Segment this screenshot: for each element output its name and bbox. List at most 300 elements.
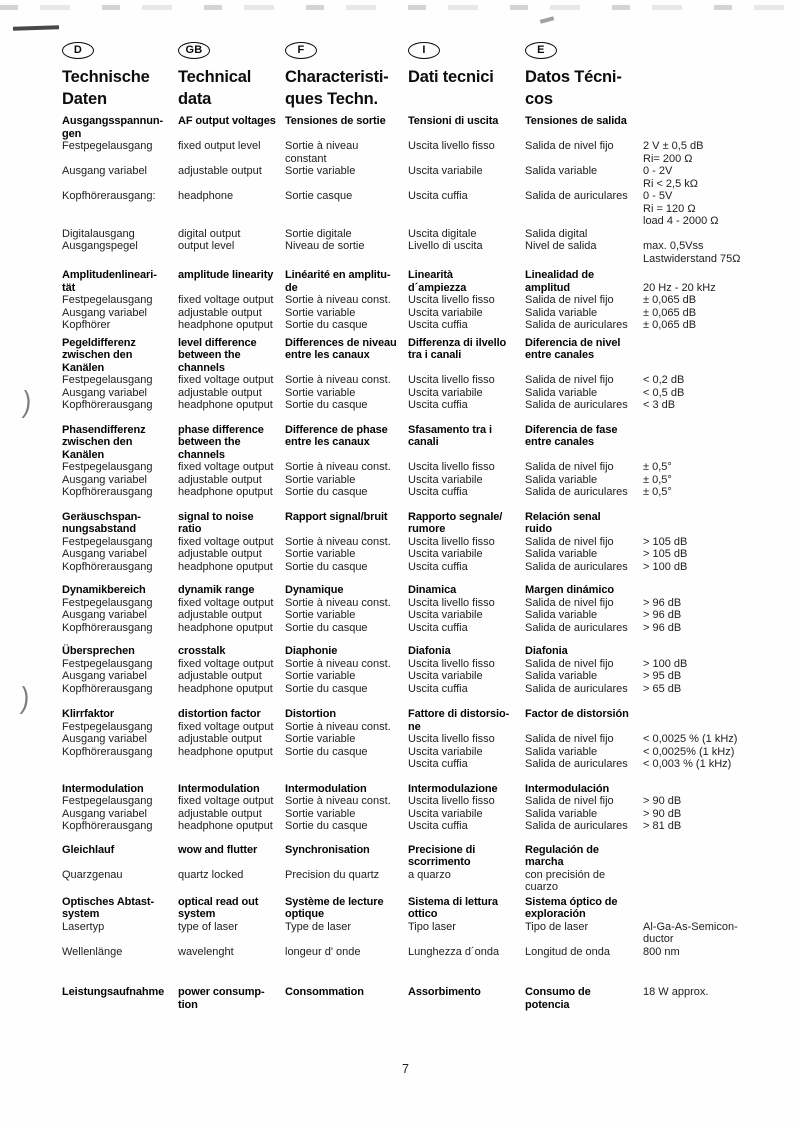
section-amplitude-linearity-de: [62, 269, 178, 332]
text-line: Sortie du casque: [285, 621, 368, 634]
text-line: [643, 228, 798, 241]
section-wow-and-flutter-it: [408, 844, 525, 894]
text-line: adjustable output: [178, 473, 262, 486]
language-badges: [62, 40, 798, 57]
text-line: quartz locked: [178, 868, 244, 881]
text-line: [525, 128, 643, 141]
text-line: Kopfhörerausgang:: [62, 190, 156, 202]
text-line: fixed voltage output: [178, 720, 274, 733]
header-line: amplitude linearity: [178, 269, 274, 281]
text-line: 0 - 5V: [643, 190, 673, 202]
text-line: Sortie variable: [285, 386, 356, 399]
text-line: con precisión de: [525, 868, 606, 881]
header-line: Factor de distorsión: [525, 708, 629, 720]
column-titles: [62, 66, 798, 110]
text-line: [285, 178, 408, 191]
section-distortion-factor-values: [643, 708, 798, 771]
text-line: Salida de auriculares: [525, 399, 628, 411]
header-line: optical read out: [178, 895, 259, 908]
text-line: [643, 424, 798, 437]
text-line: Festpegelausgang: [62, 535, 153, 548]
header-line: Precisione di: [408, 843, 476, 856]
section-amplitude-linearity: [62, 269, 798, 332]
text-line: headphone: [178, 190, 234, 202]
text-line: headphone oputput: [178, 621, 273, 634]
section-optical-readout-values: [643, 896, 798, 959]
text-line: [62, 758, 178, 771]
text-line: [408, 253, 525, 266]
title-line: Technical: [178, 68, 252, 86]
section-crosstalk-en: [178, 645, 285, 695]
text-line: Uscita variabile: [408, 306, 483, 319]
scan-artifact-paren-2: ): [19, 681, 31, 716]
header-line: wow and flutter: [178, 843, 258, 856]
text-line: Salida de auriculares: [525, 682, 628, 695]
header-line: Diafonia: [525, 645, 568, 657]
section-phase-difference-it: [408, 424, 525, 499]
header-line: ruido: [525, 523, 552, 535]
text-line: fixed voltage output: [178, 795, 274, 807]
text-line: Uscita cuffia: [408, 758, 468, 770]
header-line: level difference: [178, 336, 257, 349]
title-it: [408, 66, 525, 110]
section-distortion-factor-en: [178, 708, 285, 771]
section-distortion-factor-de: [62, 708, 178, 771]
header-line: channels: [178, 361, 225, 374]
text-line: [643, 337, 798, 350]
text-line: Sortie à niveau const.: [285, 720, 391, 733]
text-line: Sortie à niveau const.: [285, 461, 391, 473]
section-dynamic-range-values: [643, 584, 798, 634]
text-line: wavelenght: [178, 945, 234, 958]
text-line: adjustable output: [178, 165, 262, 177]
section-phase-difference-fr: [285, 424, 408, 499]
section-phase-difference-values: [643, 424, 798, 499]
header-line: Tensiones de sortie: [285, 115, 386, 127]
header-line: Rapporto segnale/: [408, 510, 503, 523]
text-line: Uscita variabile: [408, 548, 483, 560]
section-af-output-voltages-es: [525, 115, 643, 265]
header-line: Consumo de: [525, 986, 591, 998]
text-line: [643, 584, 798, 597]
text-line: Salida de auriculares: [525, 319, 628, 331]
text-line: a quarzo: [408, 868, 451, 881]
header-line: entre les canaux: [285, 349, 370, 361]
section-signal-to-noise-de: [62, 511, 178, 574]
text-line: headphone oputput: [178, 745, 273, 758]
section-intermodulation-de: [62, 783, 178, 833]
text-line: [643, 523, 798, 536]
section-wow-and-flutter-de: [62, 844, 178, 894]
text-line: Salida de nivel fijo: [525, 657, 614, 670]
text-line: [643, 269, 798, 282]
text-line: Uscita livello fisso: [408, 374, 495, 386]
header-line: power consump-: [178, 986, 265, 998]
text-line: > 81 dB: [643, 820, 682, 832]
text-line: > 105 dB: [643, 548, 688, 560]
text-line: Uscita cuffia: [408, 621, 468, 634]
section-wow-and-flutter-es: [525, 844, 643, 894]
text-line: [408, 933, 525, 946]
section-amplitude-linearity-values: [643, 269, 798, 332]
text-line: [408, 881, 525, 894]
header-line: scorrimento: [408, 856, 471, 868]
text-line: adjustable output: [178, 733, 262, 745]
text-line: [643, 881, 798, 894]
text-line: Livello di uscita: [408, 240, 483, 252]
header-line: signal to noise: [178, 510, 254, 523]
header-line: Relación senal: [525, 510, 601, 523]
text-line: fixed voltage output: [178, 657, 274, 670]
text-line: fixed voltage output: [178, 374, 274, 386]
text-line: [525, 933, 643, 946]
section-phase-difference-es: [525, 424, 643, 499]
text-line: Nivel de salida: [525, 240, 597, 252]
text-line: < 0,0025% (1 kHz): [643, 745, 735, 758]
section-phase-difference: [62, 424, 798, 499]
section-level-difference: [62, 337, 798, 412]
section-signal-to-noise-es: [525, 511, 643, 574]
text-line: ± 0,065 dB: [643, 306, 697, 319]
text-line: [408, 203, 525, 216]
text-line: Kopfhörerausgang: [62, 399, 153, 411]
text-line: [178, 856, 285, 869]
section-crosstalk-values: [643, 645, 798, 695]
section-intermodulation-en: [178, 783, 285, 833]
section-level-difference-es: [525, 337, 643, 412]
text-line: Festpegelausgang: [62, 140, 153, 152]
text-line: Uscita variabile: [408, 609, 483, 621]
text-line: > 96 dB: [643, 621, 682, 634]
language-badge-i: I: [408, 42, 440, 59]
text-line: Sortie digitale: [285, 227, 352, 240]
header-line: ratio: [178, 523, 202, 535]
header-line: Kanälen: [62, 361, 105, 374]
text-line: fixed output level: [178, 140, 261, 152]
text-line: < 0,5 dB: [643, 386, 685, 399]
language-badge-f: F: [285, 42, 317, 59]
text-line: Salida de nivel fijo: [525, 374, 614, 386]
text-line: Salida de auriculares: [525, 486, 628, 498]
text-line: Sortie variable: [285, 473, 356, 486]
text-line: Ausgang variabel: [62, 165, 148, 177]
text-line: Ausgang variabel: [62, 548, 148, 560]
section-level-difference-de: [62, 337, 178, 412]
section-amplitude-linearity-it: [408, 269, 525, 332]
section-intermodulation-es: [525, 783, 643, 833]
section-signal-to-noise-en: [178, 511, 285, 574]
language-badge-cell: [643, 40, 798, 59]
text-line: Salida digital: [525, 227, 588, 240]
header-line: Sistema óptico de: [525, 895, 618, 908]
text-line: Salida de nivel fijo: [525, 596, 614, 609]
text-line: Uscita livello fisso: [408, 733, 495, 745]
text-line: ± 0,5°: [643, 473, 672, 486]
text-line: Festpegelausgang: [62, 596, 153, 609]
text-line: Lasertyp: [62, 920, 105, 933]
title-line: Dati tecnici: [408, 68, 494, 86]
header-line: distortion factor: [178, 708, 261, 720]
header-line: rumore: [408, 523, 446, 535]
section-wow-and-flutter-fr: [285, 844, 408, 894]
language-badge-gb: GB: [178, 42, 210, 59]
title-line: Characteristi-: [285, 68, 389, 86]
section-dynamic-range-de: [62, 584, 178, 634]
text-line: Uscita cuffia: [408, 486, 468, 498]
text-line: headphone oputput: [178, 399, 273, 411]
header-line: Diferencia de nivel: [525, 336, 621, 349]
text-line: Uscita livello fisso: [408, 140, 495, 152]
text-line: Sortie variable: [285, 306, 356, 319]
text-line: headphone oputput: [178, 820, 273, 832]
section-optical-readout: [62, 896, 798, 959]
text-line: Sortie variable: [285, 609, 356, 621]
text-line: Ausgang variabel: [62, 807, 148, 820]
text-line: [62, 999, 178, 1012]
header-line: Optisches Abtast-: [62, 895, 155, 908]
text-line: ± 0,065 dB: [643, 294, 697, 306]
section-crosstalk-it: [408, 645, 525, 695]
text-line: [62, 153, 178, 166]
section-intermodulation-values: [643, 783, 798, 833]
scan-smudge: [540, 16, 555, 23]
text-line: [525, 362, 643, 375]
text-line: Precision du quartz: [285, 868, 380, 881]
text-line: Kopfhörerausgang: [62, 745, 153, 758]
text-line: Ausgang variabel: [62, 670, 148, 682]
text-line: Salida de auriculares: [525, 621, 628, 634]
section-af-output-voltages-values: [643, 115, 798, 265]
text-line: [643, 436, 798, 449]
text-line: Salida variable: [525, 807, 598, 820]
header-line: Difference de phase: [285, 423, 388, 436]
header-line: Intermodulation: [285, 782, 367, 795]
text-line: > 96 dB: [643, 609, 682, 621]
language-badge-cell: [178, 40, 285, 59]
text-line: Festpegelausgang: [62, 374, 153, 386]
text-line: cuarzo: [525, 881, 559, 893]
text-line: Festpegelausgang: [62, 657, 153, 670]
text-line: Salida de nivel fijo: [525, 461, 614, 473]
text-line: Salida variable: [525, 306, 598, 319]
text-line: [178, 933, 285, 946]
title-en: [178, 66, 285, 110]
text-line: Uscita livello fisso: [408, 535, 495, 548]
text-line: Sortie à niveau const.: [285, 795, 391, 807]
header-line: Assorbimento: [408, 986, 481, 998]
text-line: Wellenlänge: [62, 945, 123, 958]
section-amplitude-linearity-es: [525, 269, 643, 332]
text-line: Uscita cuffia: [408, 319, 468, 331]
text-line: Sortie variable: [285, 548, 356, 560]
text-line: Sortie variable: [285, 670, 356, 682]
header-line: Amplitudenlineari-: [62, 269, 157, 281]
header-line: Intermodulation: [178, 782, 260, 795]
section-optical-readout-it: [408, 896, 525, 959]
text-line: Digitalausgang: [62, 227, 135, 240]
text-line: 800 nm: [643, 945, 680, 958]
text-line: [643, 783, 798, 796]
section-optical-readout-fr: [285, 896, 408, 959]
header-line: entre les canaux: [285, 436, 370, 448]
header-line: Rapport signal/bruit: [285, 510, 388, 523]
text-line: [408, 215, 525, 228]
text-line: Sortie à niveau: [285, 140, 359, 152]
title-de: [62, 66, 178, 110]
text-line: fixed voltage output: [178, 461, 274, 473]
text-line: Sortie du casque: [285, 399, 368, 411]
header-line: Synchronisation: [285, 843, 370, 856]
header-line: ottico: [408, 908, 438, 920]
text-line: [178, 128, 285, 141]
title-values: [643, 66, 798, 110]
section-wow-and-flutter-en: [178, 844, 285, 894]
text-line: [643, 349, 798, 362]
section-intermodulation: [62, 783, 798, 833]
header-line: AF output voltages: [178, 115, 276, 127]
text-line: Uscita cuffia: [408, 820, 468, 832]
text-line: Salida variable: [525, 548, 598, 560]
text-line: Salida variable: [525, 386, 598, 399]
header-line: amplitud: [525, 281, 571, 294]
section-signal-to-noise-it: [408, 511, 525, 574]
section-af-output-voltages-it: [408, 115, 525, 265]
section-dynamic-range-it: [408, 584, 525, 634]
spec-table: [62, 40, 798, 1011]
language-badge-cell: [525, 40, 643, 59]
section-dynamic-range: [62, 584, 798, 634]
header-line: dynamik range: [178, 584, 255, 596]
title-line: Technische: [62, 68, 150, 86]
section-optical-readout-es: [525, 896, 643, 959]
section-dynamic-range-es: [525, 584, 643, 634]
text-line: Niveau de sortie: [285, 240, 365, 252]
header-line: Intermodulación: [525, 782, 610, 795]
text-line: [62, 856, 178, 869]
text-line: [643, 362, 798, 375]
header-line: tra i canali: [408, 349, 462, 361]
text-line: Ausgangspegel: [62, 240, 138, 252]
text-line: Ri = 120 Ω: [643, 202, 696, 215]
header-line: tät: [62, 281, 76, 294]
text-line: Salida variable: [525, 473, 598, 486]
header-line: exploración: [525, 908, 586, 920]
text-line: Uscita variabile: [408, 473, 483, 486]
text-line: constant: [285, 152, 327, 165]
text-line: Kopfhörerausgang: [62, 560, 153, 573]
header-line: potencia: [525, 998, 570, 1011]
text-line: Ri= 200 Ω: [643, 152, 693, 165]
text-line: [178, 215, 285, 228]
text-line: [643, 856, 798, 869]
text-line: Kopfhörerausgang: [62, 682, 153, 695]
text-line: [285, 999, 408, 1012]
header-line: Gleichlauf: [62, 843, 115, 856]
text-line: fixed voltage output: [178, 294, 274, 306]
section-power-consumption-en: [178, 986, 285, 1011]
text-line: [178, 758, 285, 771]
section-power-consumption-es: [525, 986, 643, 1011]
text-line: digital output: [178, 227, 241, 240]
section-crosstalk-es: [525, 645, 643, 695]
text-line: Kopfhörerausgang: [62, 621, 153, 634]
text-line: [525, 178, 643, 191]
header-line: Consommation: [285, 986, 364, 998]
text-line: headphone oputput: [178, 319, 273, 331]
text-line: Salida variable: [525, 745, 598, 758]
section-level-difference-fr: [285, 337, 408, 412]
header-line: system: [178, 908, 216, 920]
section-level-difference-en: [178, 337, 285, 412]
text-line: adjustable output: [178, 609, 262, 621]
text-line: Longitud de onda: [525, 945, 611, 958]
text-line: [285, 362, 408, 375]
header-line: between the: [178, 349, 241, 361]
text-line: Uscita livello fisso: [408, 657, 495, 670]
header-line: marcha: [525, 856, 564, 868]
header-line: de: [285, 281, 298, 294]
language-badge-d: D: [62, 42, 94, 59]
text-line: Lunghezza d´onda: [408, 945, 500, 958]
text-line: [643, 511, 798, 524]
text-line: Uscita variabile: [408, 745, 483, 758]
scan-noise-corner: [13, 25, 59, 31]
text-line: fixed voltage output: [178, 535, 274, 548]
text-line: Uscita cuffia: [408, 682, 468, 695]
text-line: Sortie variable: [285, 733, 356, 745]
section-amplitude-linearity-fr: [285, 269, 408, 332]
section-signal-to-noise-fr: [285, 511, 408, 574]
text-line: longeur d' onde: [285, 945, 361, 958]
header-line: Leistungsaufnahme: [62, 986, 165, 998]
text-line: Sortie du casque: [285, 560, 368, 573]
section-phase-difference-en: [178, 424, 285, 499]
scan-artifact-paren-1: ): [21, 385, 33, 420]
text-line: Quarzgenau: [62, 868, 123, 881]
header-line: zwischen den: [62, 436, 133, 448]
text-line: 0 - 2V: [643, 165, 673, 177]
text-line: Salida variable: [525, 165, 598, 177]
text-line: Salida de auriculares: [525, 758, 628, 770]
header-line: Linealidad de: [525, 269, 594, 281]
header-line: Distortion: [285, 708, 336, 720]
text-line: Ausgang variabel: [62, 386, 148, 399]
text-line: fixed voltage output: [178, 596, 274, 609]
header-line: Dynamique: [285, 584, 344, 596]
text-line: [178, 253, 285, 266]
section-amplitude-linearity-en: [178, 269, 285, 332]
section-distortion-factor-es: [525, 708, 643, 771]
header-line: system: [62, 908, 100, 920]
text-line: [643, 708, 798, 721]
page-number: 7: [402, 1062, 409, 1076]
text-line: Salida de nivel fijo: [525, 294, 614, 306]
section-signal-to-noise: [62, 511, 798, 574]
text-line: Sortie du casque: [285, 682, 368, 695]
header-line: Kanälen: [62, 448, 105, 461]
section-crosstalk: [62, 645, 798, 695]
text-line: Uscita livello fisso: [408, 596, 495, 609]
title-line: Daten: [62, 90, 107, 108]
text-line: Sortie variable: [285, 165, 356, 177]
section-af-output-voltages-en: [178, 115, 285, 265]
language-badge-cell: [408, 40, 525, 59]
text-line: [285, 523, 408, 536]
section-intermodulation-it: [408, 783, 525, 833]
text-line: [525, 449, 643, 462]
text-line: [62, 881, 178, 894]
section-level-difference-it: [408, 337, 525, 412]
